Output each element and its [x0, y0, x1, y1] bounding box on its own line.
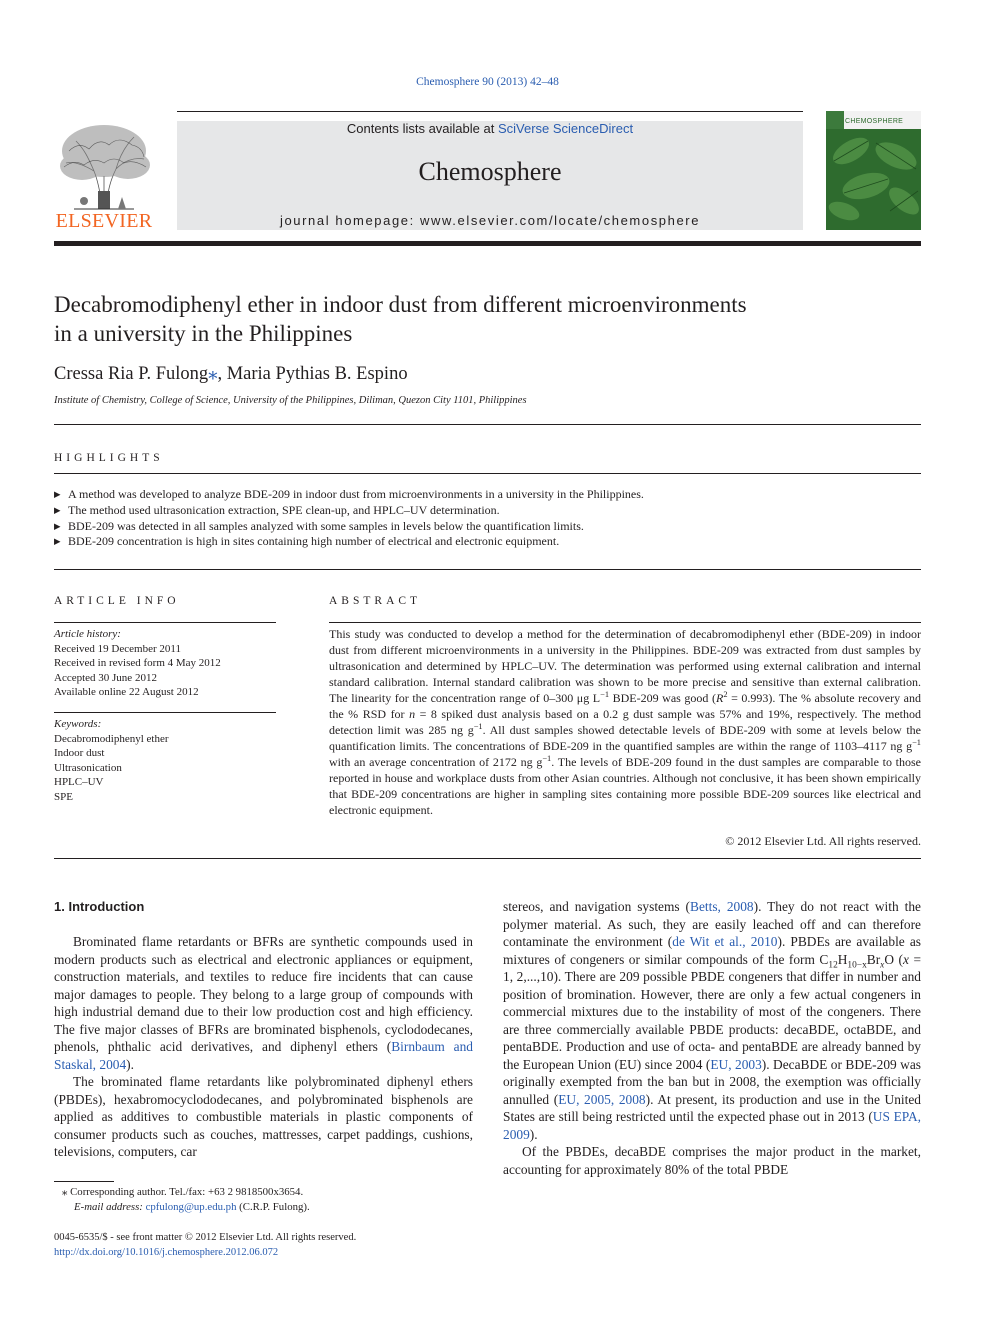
- history-accepted: Accepted 30 June 2012: [54, 671, 157, 684]
- highlight-item: ▶ A method was developed to analyze BDE-209 in indoor dust from microenvironments in a university in the Philippines.: [54, 487, 921, 503]
- body-left-column: [54, 933, 473, 1161]
- abstract-heading: ABSTRACT: [329, 595, 422, 607]
- cover-title: CHEMOSPHERE: [845, 118, 904, 125]
- highlights-list: [54, 487, 921, 550]
- journal-header-box: [177, 121, 803, 230]
- ref-betts-2008[interactable]: Betts, 2008: [690, 899, 754, 914]
- footnote-corresponding: ⁎ Corresponding author. Tel./fax: +63 2 9818500x3654.: [62, 1186, 304, 1198]
- author-1: Cressa Ria P. Fulong: [54, 364, 209, 384]
- journal-name: Chemosphere: [418, 157, 562, 186]
- affiliation: Institute of Chemistry, College of Science, University of the Philippines, Diliman, Quezon City 1101, Philippines: [54, 395, 527, 406]
- history-received: Received 19 December 2011: [54, 642, 181, 655]
- article-history: [54, 627, 276, 700]
- section-heading-introduction: 1. Introduction: [54, 899, 145, 914]
- ref-birnbaum-2004[interactable]: Birnbaum and Staskal, 2004: [54, 1039, 473, 1072]
- keywords-label: Keywords:: [54, 718, 102, 730]
- keyword: SPE: [54, 790, 73, 803]
- footnote-rule: [54, 1181, 114, 1182]
- article-info-rule: [54, 622, 276, 623]
- journal-citation[interactable]: Chemosphere 90 (2013) 42–48: [416, 76, 559, 88]
- author-2: , Maria Pythias B. Espino: [217, 364, 408, 384]
- divider-below-abstract: [54, 858, 921, 859]
- header-thick-rule: [54, 241, 921, 246]
- ref-eu-2005-2008[interactable]: EU, 2005, 2008: [558, 1091, 646, 1107]
- abstract-copyright: © 2012 Elsevier Ltd. All rights reserved.: [725, 834, 921, 848]
- abstract-text: This study was conducted to develop a method for the determination of decabromodiphenyl ether (BDE-209) in indoor dust from different microenvironments in a university in the Philippines. BDE-209 was extracted from dust samples by ultrasonication and determined by HPLC–UV. The determination was performed using external calibration and internal standard calibration. Internal standard calibration was shown to be more precise and sensitive than external calibration. The linearity for the concentration range of 0–300 μg $L^{-1}$ BDE-209 was good $(R^2 = 0.993)$. The % absolute recovery and the % RSD for n = 8 spiked dust analysis based on a 0.2 g dust sample was 57% and 19%, respectively. The method detection limit was 285 ng $g^{-1}$. All dust samples showed detectable levels of BDE-209 with some at levels below the quantification limits. The concentrations of BDE-209 in the quantified samples are within the range of 1103–4117 ng $g^{-1}$ with an average concentration of 2172 ng $g^{-1}$. The levels of BDE-209 found in the dust samples are comparable to those reported in house and workplace dusts from other Asian countries. Although not conclusive, it has been shown empirically that BDE-209 concentrations are higher in sampling sites containing more possible BDE-209 sources like electrical and electronic equipment.: [329, 627, 922, 817]
- ref-dewit-2010[interactable]: de Wit et al., 2010: [672, 934, 778, 949]
- corresponding-author-mark[interactable]: ⁎: [208, 364, 218, 384]
- abstract-rule: [329, 622, 921, 623]
- keyword: Indoor dust: [54, 747, 105, 759]
- highlight-item: ▶ The method used ultrasonication extraction, SPE clean-up, and HPLC–UV determination.: [54, 503, 921, 519]
- author-list: [54, 363, 408, 385]
- divider-below-highlights: [54, 569, 921, 570]
- intro-paragraph-3: Of the PBDEs, decaBDE comprises the major product in the market, accounting for approximately 80% of the total PBDE: [503, 1144, 921, 1177]
- highlights-rule: [54, 473, 921, 474]
- journal-cover-image: [826, 111, 921, 230]
- keywords: [54, 717, 276, 804]
- journal-homepage[interactable]: journal homepage: www.elsevier.com/locate/chemosphere: [279, 213, 701, 228]
- header-top-rule: [177, 111, 803, 112]
- footnote-email: E-mail address: cpfulong@up.edu.ph (C.R.P. Fulong).: [74, 1201, 310, 1213]
- keyword: Decabromodiphenyl ether: [54, 732, 169, 745]
- keywords-rule: [54, 712, 276, 713]
- contents-prefix: Contents lists available at: [346, 121, 498, 136]
- intro-paragraph-2: The brominated flame retardants like polybrominated diphenyl ethers (PBDEs), hexabromocyclododecanes, and polybrominated bisphenols are applied as additives to combustible materials in plastic components of consumer products such as couches, mattresses, carpet paddings, cushions, televisions, computers, car: [54, 1074, 473, 1159]
- highlight-item: ▶ BDE-209 concentration is high in sites containing high number of electrical and electronic equipment.: [54, 534, 921, 550]
- sciencedirect-link[interactable]: SciVerse ScienceDirect: [497, 121, 634, 136]
- article-title: [54, 290, 914, 348]
- history-label: Article history:: [54, 628, 121, 640]
- keyword: Ultrasonication: [54, 761, 122, 774]
- title-line-2: in a university in the Philippines: [54, 321, 353, 346]
- intro-paragraph-1: Brominated flame retardants or BFRs are synthetic compounds used in modern products such as electrical and electronic appliances or equipment, construction materials, and textiles to reduce fire incidents that can cause major damages to people. They belong to a large group of compounds with high industrial demand due to their low production cost and high efficiency. The five major classes of BFRs are brominated bisphenols, cyclododecanes, phenols, phthalic acid derivatives, and diphenyl ethers (Birnbaum and Staskal, 2004).: [54, 934, 473, 1072]
- ref-usepa-2009[interactable]: US EPA, 2009: [503, 1109, 921, 1142]
- history-online: Available online 22 August 2012: [54, 686, 199, 698]
- article-info-heading: ARTICLE INFO: [54, 595, 180, 607]
- ref-eu-2003[interactable]: EU, 2003: [710, 1056, 762, 1072]
- email-link[interactable]: cpfulong@up.edu.ph: [145, 1201, 237, 1213]
- history-revised: Received in revised form 4 May 2012: [54, 657, 221, 669]
- keyword: HPLC–UV: [54, 776, 104, 788]
- highlights-heading: HIGHLIGHTS: [54, 452, 164, 464]
- issn-line: 0045-6535/$ - see front matter © 2012 Elsevier Ltd. All rights reserved.: [54, 1232, 357, 1243]
- elsevier-wordmark: ELSEVIER: [55, 210, 153, 232]
- contents-line: [177, 121, 803, 136]
- divider-above-highlights: [54, 424, 921, 425]
- doi-link[interactable]: http://dx.doi.org/10.1016/j.chemosphere.2012.06.072: [54, 1247, 279, 1258]
- body-right-column: [503, 898, 921, 1178]
- title-line-1: Decabromodiphenyl ether in indoor dust from different microenvironments: [54, 292, 747, 317]
- highlight-item: ▶ BDE-209 was detected in all samples analyzed with some samples in levels below the quantification limits.: [54, 519, 921, 535]
- intro-paragraph-2-cont: stereos, and navigation systems (Betts, 2008). They do not react with the polymer material. As such, they are easily leached off and can therefore contaminate the environment (de Wit et al., 2010). PBDEs are available as mixtures of congeners or similar compounds of the form $C_{12}H_{10-x}Br_xO$ (x = 1, 2,...,10). There are 209 possible PBDE congeners that differ in number and position of bromination. However, there are only a few actual congeners in commercial mixtures due to the instability of most of the congeners. There are three commercially available PBDE products: decaBDE, octaBDE, and pentaBDE. Production and use of octa- and pentaBDE are already banned by the European Union (EU) since 2004 (EU, 2003). DecaBDE or BDE-209 was originally exempted from the ban but in 2008, the exemption was officially annulled (EU, 2005, 2008). At present, its production and use in the United States are still being restricted until the expected phase out in 2013 (US EPA, 2009).: [503, 899, 922, 1142]
